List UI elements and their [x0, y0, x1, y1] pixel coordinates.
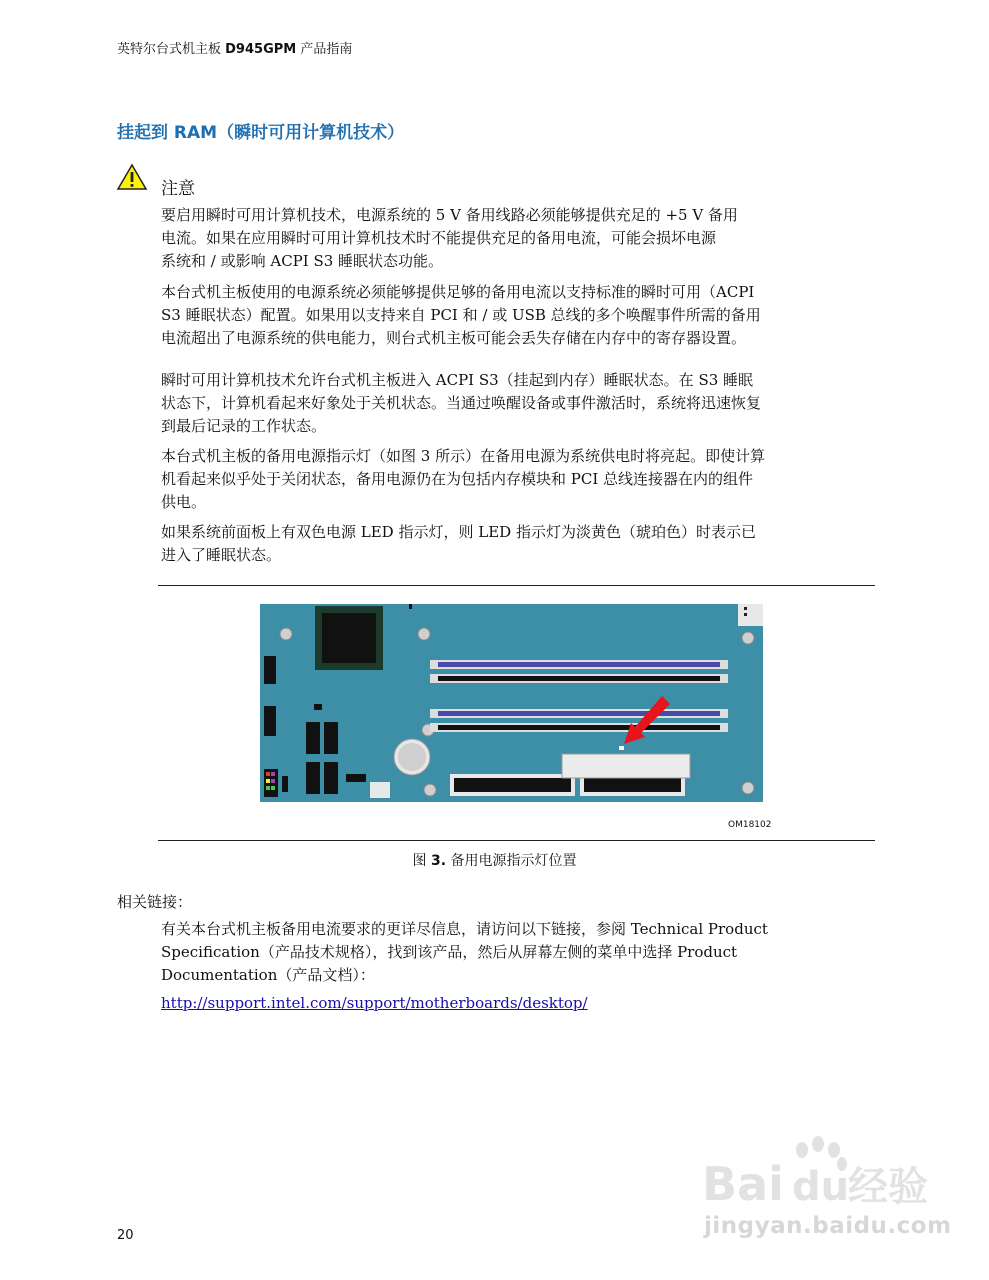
section-title: 挂起到 RAM（瞬时可用计算机技术）: [117, 123, 405, 143]
watermark-brand-cn: 经验: [848, 1164, 928, 1210]
watermark-logo-text: Bai: [702, 1157, 784, 1210]
caution-warning-icon: [116, 163, 148, 191]
related-links-label: 相关链接：: [117, 893, 193, 911]
motherboard-diagram: [260, 604, 763, 802]
related-links-text: 有关本台式机主板备用电流要求的更详尽信息，请访问以下链接，参阅 Technical Product Specification（产品技术规格），找到该产品，然后从屏幕左侧的菜单中选择 Product Documentation（产品文档）：: [161, 920, 768, 984]
watermark-logo-text-du: du: [792, 1164, 850, 1210]
baidu-jingyan-watermark-logo: [700, 1130, 940, 1210]
figure-top-rule: [158, 585, 875, 586]
figure-id: OM18102: [728, 820, 772, 830]
paragraph-standby-led: 本台式机主板的备用电源指示灯（如图 3 所示）在备用电源为系统供电时将亮起。即使计算 机看起来似乎处于关闭状态，备用电源仍在为包括内存模块和 PCI 总线连接器在内的组件 供电。: [161, 447, 766, 511]
watermark-url: jingyan.baidu.com: [704, 1213, 952, 1239]
support-link[interactable]: http://support.intel.com/support/motherboards/desktop/: [161, 994, 588, 1012]
figure-bottom-rule: [158, 840, 875, 841]
paragraph-power-supply: 本台式机主板使用的电源系统必须能够提供足够的备用电流以支持标准的瞬时可用（ACPI S3 睡眠状态）配置。如果用以支持来自 PCI 和 / 或 USB 总线的多个唤醒事件所需的备用 电流超出了电源系统的供电能力，则台式机主板可能会丢失存储在内存中的寄存器设置。: [161, 283, 761, 347]
paragraph-s3: 瞬时可用计算机技术允许台式机主板进入 ACPI S3（挂起到内存）睡眠状态。在 S3 睡眠 状态下，计算机看起来好象处于关机状态。当通过唤醒设备或事件激活时，系统将迅速恢复 到最后记录的工作状态。: [161, 371, 762, 435]
page-number: 20: [117, 1228, 134, 1243]
page-header: 英特尔台式机主板 D945GPM 产品指南: [117, 42, 353, 57]
figure-caption: 图 3. 备用电源指示灯位置: [412, 853, 577, 869]
caution-label: 注意: [161, 179, 195, 199]
paragraph-dual-led: 如果系统前面板上有双色电源 LED 指示灯，则 LED 指示灯为淡黄色（琥珀色）时表示已 进入了睡眠状态。: [161, 523, 756, 564]
caution-text: 要启用瞬时可用计算机技术，电源系统的 5 V 备用线路必须能够提供充足的 +5 V 备用 电流。如果在应用瞬时可用计算机技术时不能提供充足的备用电流，可能会损坏电源 系统和 / 或影响 ACPI S3 睡眠状态功能。: [161, 206, 738, 270]
